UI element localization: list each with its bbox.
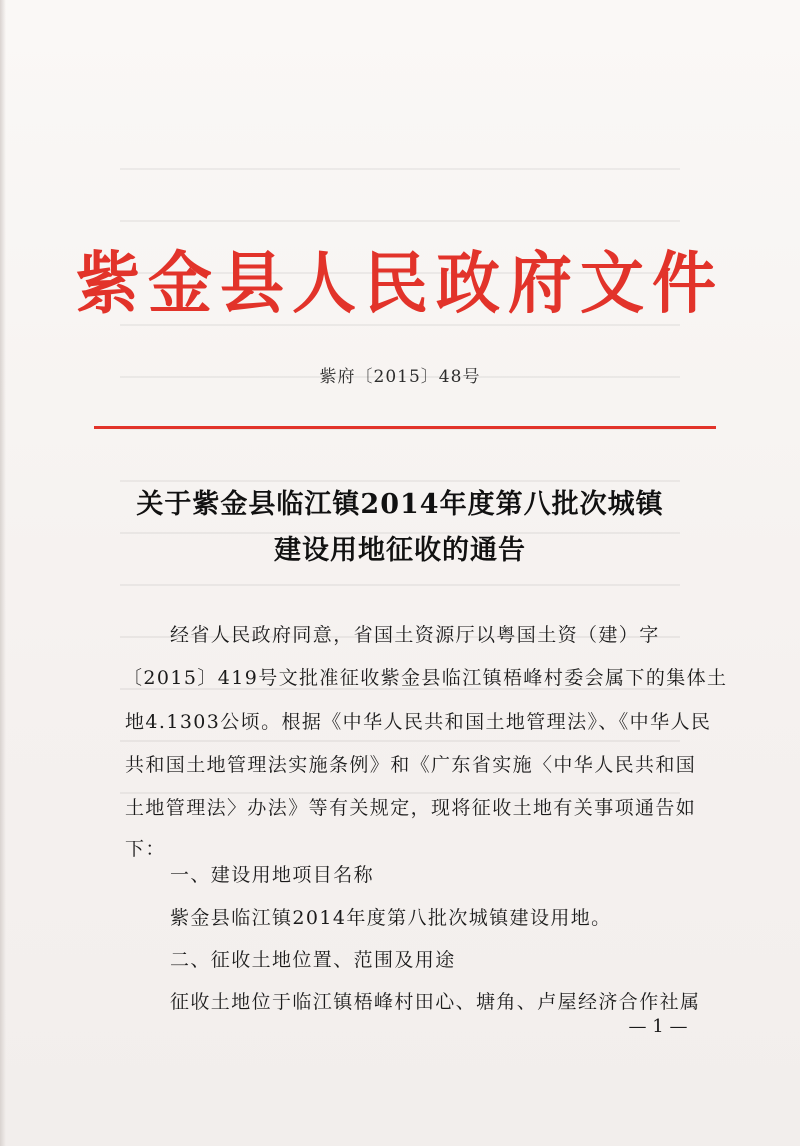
page-edge-shadow bbox=[0, 0, 6, 1146]
body-line-6: 下： bbox=[125, 838, 166, 860]
agency-title: 紫金县人民政府文件 bbox=[76, 244, 724, 324]
section-heading-2: 二、征收土地位置、范围及用途 bbox=[170, 949, 456, 971]
body-line-2: 〔2015〕419号文批准征收紫金县临江镇梧峰村委会属下的集体土 bbox=[123, 667, 728, 689]
body-line-1: 经省人民政府同意，省国土资源厅以粤国土资（建）字 bbox=[170, 624, 660, 646]
notice-title-line-2: 建设用地征收的通告 bbox=[274, 535, 526, 566]
body-line-4: 共和国土地管理法实施条例》和《广东省实施〈中华人民共和国 bbox=[125, 754, 697, 776]
notice-title-line-1: 关于紫金县临江镇2014年度第八批次城镇 bbox=[136, 489, 664, 520]
body-line-5: 土地管理法〉办法》等有关规定，现将征收土地有关事项通告如 bbox=[125, 797, 697, 819]
body-line-3: 地4.1303公顷。根据《中华人民共和国土地管理法》、《中华人民 bbox=[125, 711, 712, 733]
body-line-location: 征收土地位于临江镇梧峰村田心、塘角、卢屋经济合作社属 bbox=[170, 991, 701, 1013]
section-heading-1: 一、建设用地项目名称 bbox=[170, 864, 375, 886]
body-line-project-name: 紫金县临江镇2014年度第八批次城镇建设用地。 bbox=[170, 907, 612, 929]
document-number: 紫府〔2015〕48号 bbox=[319, 367, 481, 387]
red-divider-line bbox=[94, 426, 716, 429]
page-number: — 1 — bbox=[628, 1016, 688, 1037]
